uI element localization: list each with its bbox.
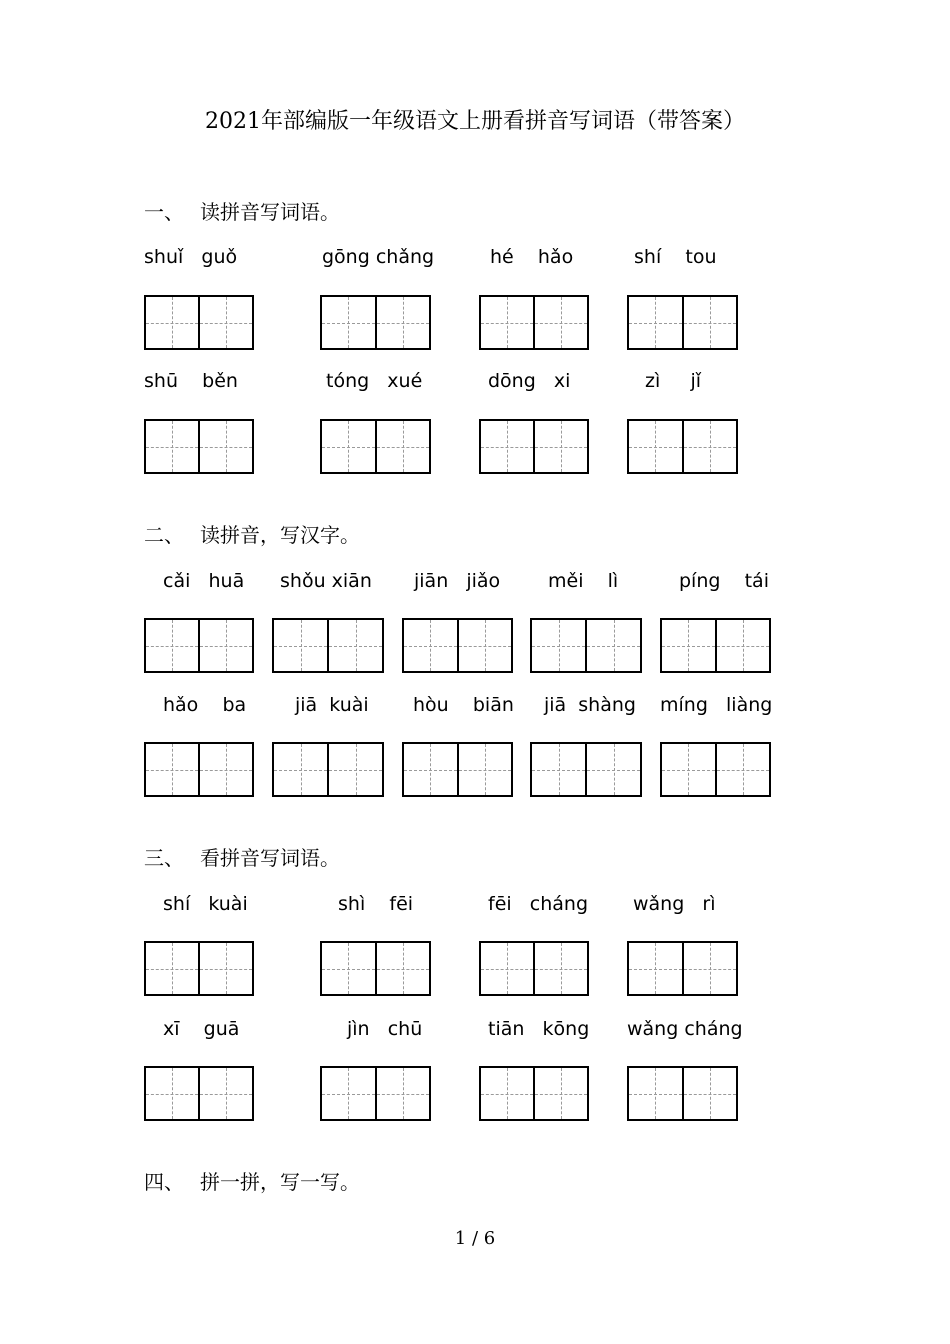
section-2-heading (144, 519, 360, 548)
section-4-heading (144, 1166, 360, 1195)
writing-grid[interactable] (144, 742, 254, 797)
writing-grid[interactable] (530, 742, 642, 797)
writing-cell[interactable] (146, 943, 198, 994)
pinyin-label: hòu biān (413, 694, 514, 716)
writing-grid[interactable] (320, 419, 431, 474)
writing-cell[interactable] (375, 421, 430, 472)
writing-cell[interactable] (457, 620, 512, 671)
writing-cell[interactable] (682, 943, 737, 994)
writing-cell[interactable] (274, 744, 327, 795)
pinyin-label: shì fēi (338, 893, 414, 915)
writing-grid[interactable] (144, 1066, 254, 1121)
pinyin-label: wǎng cháng (627, 1018, 743, 1040)
writing-cell[interactable] (585, 620, 640, 671)
section-4-number: 四、 (144, 1170, 184, 1194)
page-number: 1 / 6 (454, 1228, 496, 1249)
writing-cell[interactable] (682, 1068, 737, 1119)
writing-grid[interactable] (627, 295, 738, 350)
section-1-title: 读拼音写词语。 (200, 200, 340, 224)
writing-cell[interactable] (198, 943, 252, 994)
writing-cell[interactable] (327, 744, 382, 795)
writing-cell[interactable] (629, 421, 682, 472)
pinyin-label: jiā kuài (295, 694, 369, 716)
writing-grid[interactable] (479, 419, 589, 474)
writing-cell[interactable] (322, 297, 375, 348)
section-3-heading (144, 842, 340, 871)
section-2-number: 二、 (144, 523, 184, 547)
section-2-title: 读拼音，写汉字。 (200, 523, 360, 547)
writing-grid[interactable] (320, 1066, 431, 1121)
writing-grid[interactable] (144, 295, 254, 350)
writing-cell[interactable] (198, 620, 252, 671)
pinyin-label: jiān jiǎo (414, 570, 501, 592)
writing-cell[interactable] (533, 297, 587, 348)
pinyin-label: zì jǐ (645, 370, 702, 392)
writing-cell[interactable] (146, 297, 198, 348)
writing-grid[interactable] (627, 419, 738, 474)
pinyin-label: dōng xi (488, 370, 571, 392)
writing-cell[interactable] (715, 744, 770, 795)
writing-grid[interactable] (272, 618, 384, 673)
writing-cell[interactable] (146, 620, 198, 671)
writing-cell[interactable] (146, 1068, 198, 1119)
pinyin-label: shí tou (634, 246, 717, 268)
pinyin-label: jiā shàng (544, 694, 636, 716)
writing-cell[interactable] (585, 744, 640, 795)
pinyin-label: míng liàng (660, 694, 773, 716)
pinyin-label: shuǐ guǒ (144, 246, 238, 268)
writing-cell[interactable] (404, 744, 457, 795)
writing-grid[interactable] (402, 742, 513, 797)
section-3-number: 三、 (144, 846, 184, 870)
writing-cell[interactable] (532, 620, 585, 671)
writing-cell[interactable] (481, 421, 533, 472)
writing-grid[interactable] (660, 618, 771, 673)
writing-cell[interactable] (682, 421, 737, 472)
writing-cell[interactable] (198, 421, 252, 472)
pinyin-label: shǒu xiān (280, 570, 372, 592)
pinyin-label: tóng xué (326, 370, 423, 392)
writing-cell[interactable] (662, 620, 715, 671)
writing-cell[interactable] (322, 1068, 375, 1119)
writing-grid[interactable] (479, 941, 589, 996)
pinyin-label: jìn chū (347, 1018, 423, 1040)
writing-cell[interactable] (322, 943, 375, 994)
writing-cell[interactable] (533, 1068, 587, 1119)
writing-cell[interactable] (274, 620, 327, 671)
pinyin-label: wǎng rì (633, 893, 716, 915)
section-1-number: 一、 (144, 200, 184, 224)
writing-cell[interactable] (481, 943, 533, 994)
writing-cell[interactable] (682, 297, 737, 348)
pinyin-label: měi lì (548, 570, 619, 592)
writing-cell[interactable] (375, 943, 430, 994)
writing-cell[interactable] (457, 744, 512, 795)
writing-cell[interactable] (629, 1068, 682, 1119)
writing-cell[interactable] (715, 620, 770, 671)
writing-cell[interactable] (322, 421, 375, 472)
pinyin-label: shū běn (144, 370, 238, 392)
writing-grid[interactable] (479, 295, 589, 350)
writing-cell[interactable] (327, 620, 382, 671)
pinyin-label: hǎo ba (163, 694, 247, 716)
writing-grid[interactable] (627, 941, 738, 996)
writing-grid[interactable] (320, 295, 431, 350)
writing-grid[interactable] (144, 941, 254, 996)
pinyin-label: xī guā (163, 1018, 240, 1040)
writing-cell[interactable] (629, 297, 682, 348)
pinyin-label: hé hǎo (490, 246, 574, 268)
writing-cell[interactable] (532, 744, 585, 795)
writing-cell[interactable] (533, 421, 587, 472)
writing-cell[interactable] (481, 1068, 533, 1119)
writing-grid[interactable] (479, 1066, 589, 1121)
writing-cell[interactable] (404, 620, 457, 671)
writing-grid[interactable] (320, 941, 431, 996)
writing-cell[interactable] (375, 297, 430, 348)
writing-cell[interactable] (375, 1068, 430, 1119)
writing-cell[interactable] (198, 1068, 252, 1119)
pinyin-label: shí kuài (163, 893, 248, 915)
pinyin-label: gōng chǎng (322, 246, 435, 268)
writing-grid[interactable] (272, 742, 384, 797)
writing-cell[interactable] (198, 744, 252, 795)
section-1-heading (144, 196, 340, 225)
writing-grid[interactable] (144, 419, 254, 474)
pinyin-label: cǎi huā (163, 570, 245, 592)
writing-grid[interactable] (402, 618, 513, 673)
writing-cell[interactable] (662, 744, 715, 795)
writing-grid[interactable] (660, 742, 771, 797)
writing-cell[interactable] (481, 297, 533, 348)
section-3-title: 看拼音写词语。 (200, 846, 340, 870)
writing-cell[interactable] (533, 943, 587, 994)
writing-cell[interactable] (629, 943, 682, 994)
writing-grid[interactable] (627, 1066, 738, 1121)
pinyin-label: tiān kōng (488, 1018, 590, 1040)
writing-grid[interactable] (144, 618, 254, 673)
writing-cell[interactable] (146, 744, 198, 795)
section-4-title: 拼一拼，写一写。 (200, 1170, 360, 1194)
page-title: 2021年部编版一年级语文上册看拼音写词语（带答案） (205, 109, 745, 134)
writing-grid[interactable] (530, 618, 642, 673)
writing-cell[interactable] (198, 297, 252, 348)
writing-cell[interactable] (146, 421, 198, 472)
pinyin-label: fēi cháng (488, 893, 589, 915)
pinyin-label: píng tái (679, 570, 769, 592)
